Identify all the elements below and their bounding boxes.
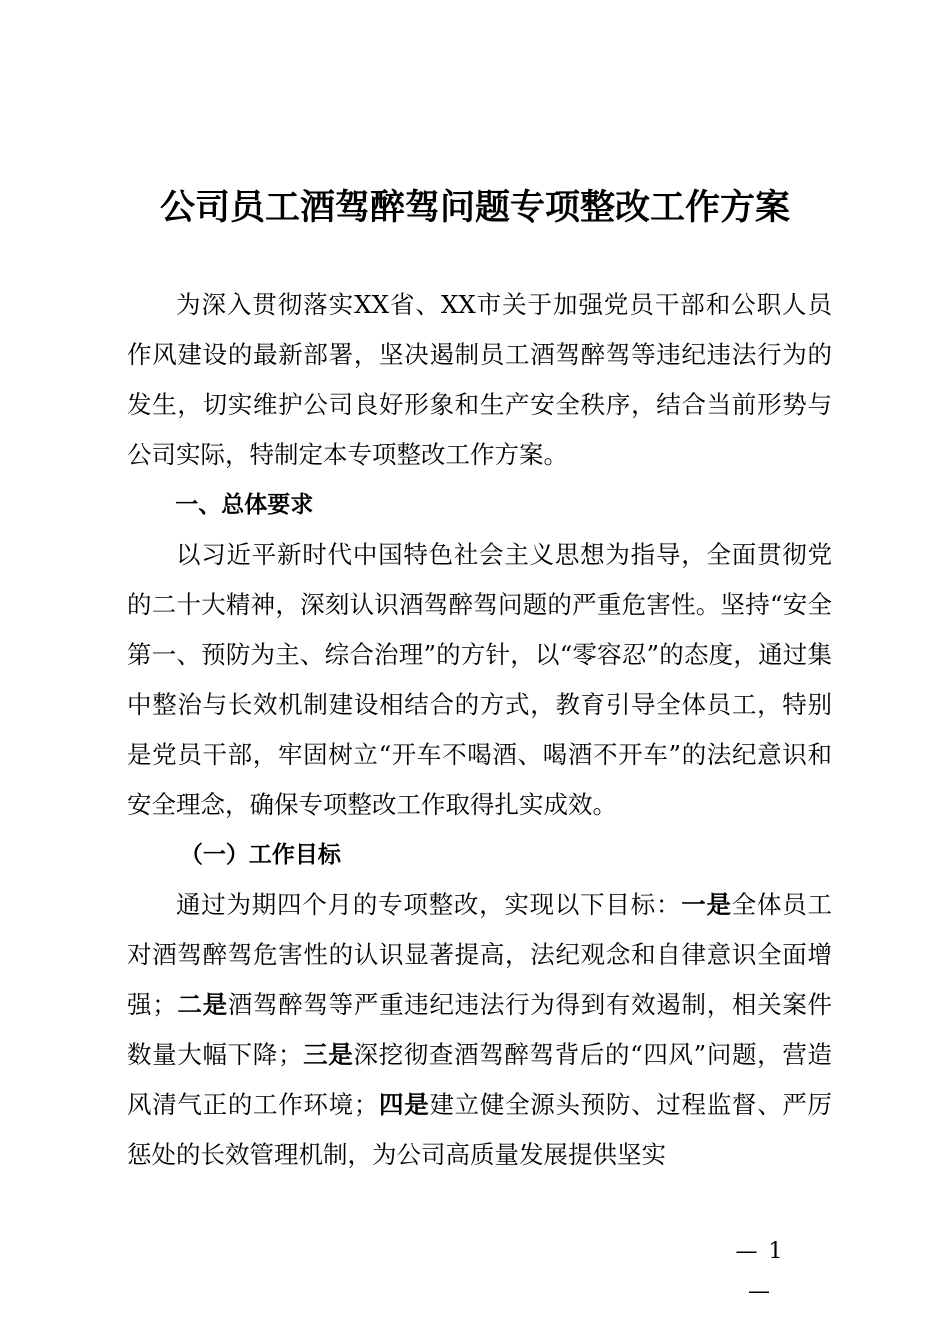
goal-1-text: 全体员工对酒驾醉驾危害性的认识显著提高，法纪观念和自律意识全面增强； [127, 890, 833, 1019]
work-goals-paragraph [127, 880, 832, 1180]
section-paragraph-overall-requirements: 以习近平新时代中国特色社会主义思想为指导，全面贯彻党的二十大精神，深刻认识酒驾醉驾问题的严重危害性。坚持“安全第一、预防为主、综合治理”的方针，以“零容忍”的态度，通过集中整治与长效机制建设相结合的方式，教育引导全体员工，特别是党员干部，牢固树立“开车不喝酒、喝酒不开车”的法纪意识和安全理念，确保专项整改工作取得扎实成效。 [127, 540, 832, 819]
goal-3-label: 三是 [302, 1040, 354, 1069]
goal-4-label: 四是 [378, 1090, 430, 1119]
section-heading-overall-requirements: 一、总体要求 [175, 492, 314, 518]
goal-3-text: 深挖彻查酒驾醉驾背后的“四风”问题，营造风清气正的工作环境； [127, 1040, 832, 1119]
document-title: 公司员工酒驾醉驾问题专项整改工作方案 [159, 188, 790, 228]
page-number: — 1 — [735, 1239, 785, 1304]
goal-1-label: 一是 [681, 890, 732, 919]
intro-paragraph: 为深入贯彻落实XX省、XX市关于加强党员干部和公职人员作风建设的最新部署，坚决遏制员工酒驾醉驾等违纪违法行为的发生，切实维护公司良好形象和生产安全秩序，结合当前形势与公司实际，特制定本专项整改工作方案。 [127, 290, 832, 469]
goal-2-text: 酒驾醉驾等严重违纪违法行为得到有效遏制，相关案件数量大幅下降； [127, 990, 833, 1069]
goal-4-text: 建立健全源头预防、过程监督、严厉惩处的长效管理机制，为公司高质量发展提供坚实 [127, 1090, 833, 1169]
subsection-heading-work-goals: （一）工作目标 [179, 842, 341, 868]
work-goals-lead: 通过为期四个月的专项整改，实现以下目标： [176, 890, 682, 919]
document-body [127, 280, 832, 1180]
goal-2-label: 二是 [176, 990, 228, 1019]
